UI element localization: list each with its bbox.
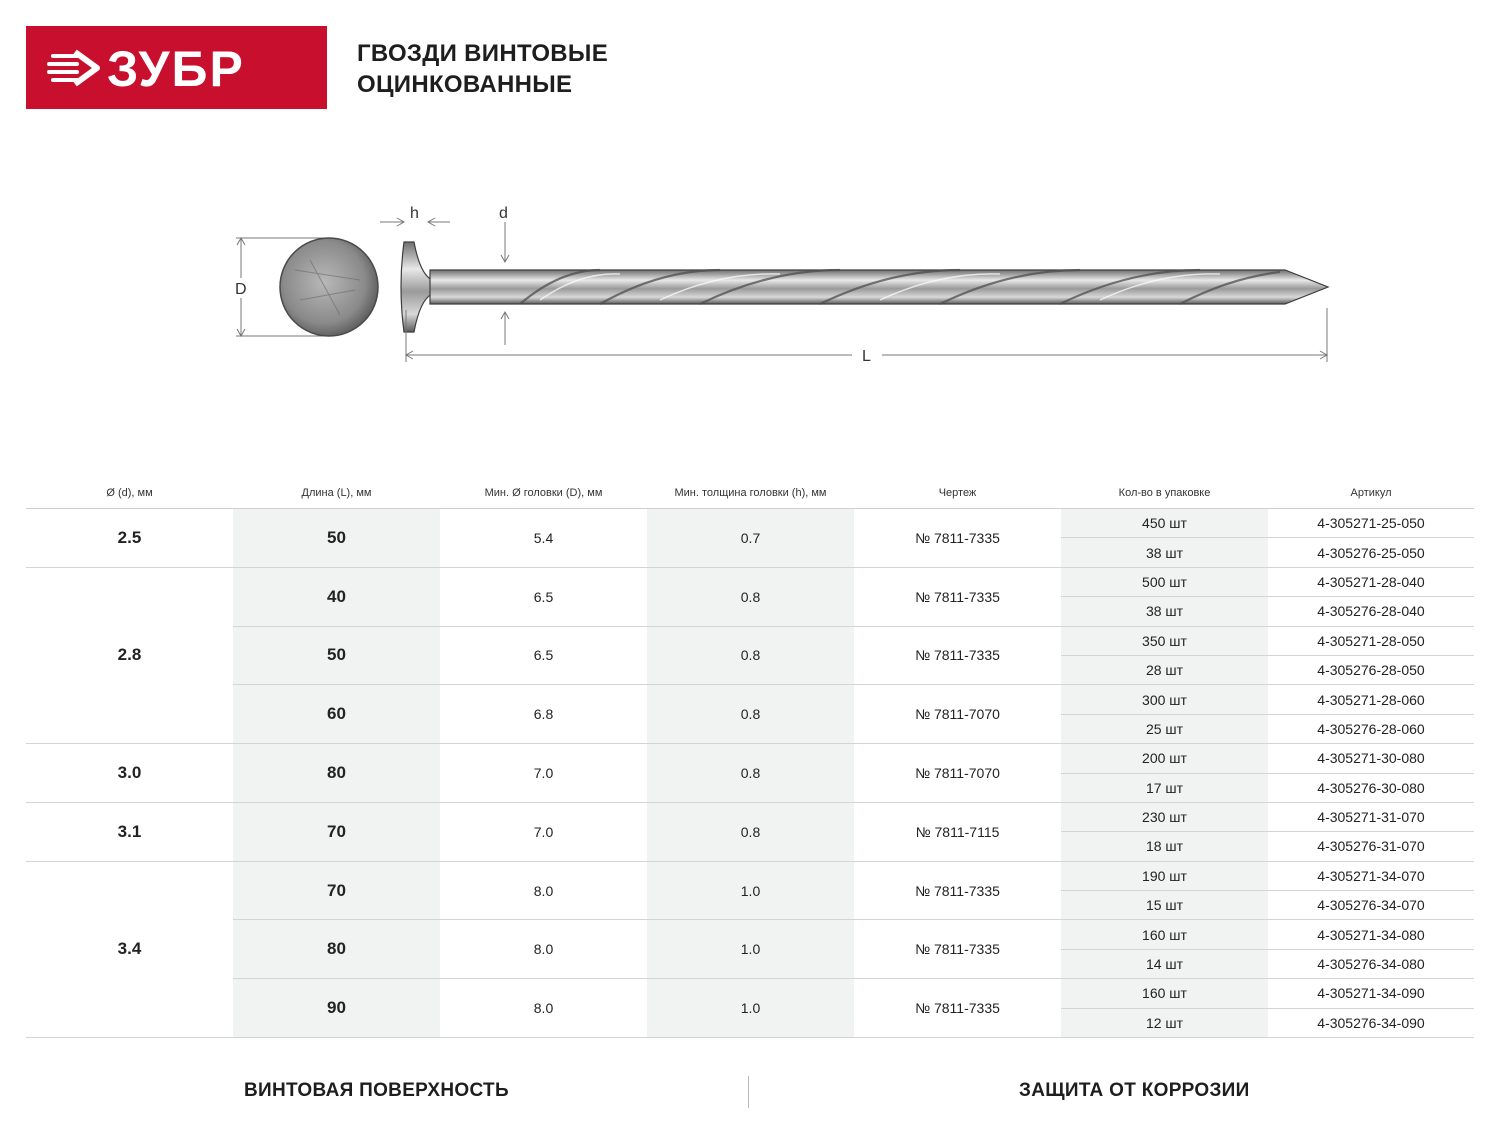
cell-head-thickness: 0.8	[647, 685, 854, 744]
features-footer	[0, 1074, 1500, 1110]
cell-pack-quantity: 12 шт	[1061, 1008, 1268, 1037]
cell-drawing: № 7811-7070	[854, 744, 1061, 803]
cell-article: 4-305276-28-040	[1268, 597, 1474, 626]
cell-pack-quantity: 450 шт	[1061, 509, 1268, 538]
cell-head-diameter: 8.0	[440, 920, 647, 979]
cell-article: 4-305271-28-040	[1268, 567, 1474, 596]
cell-article: 4-305276-25-050	[1268, 538, 1474, 567]
cell-head-diameter: 6.5	[440, 626, 647, 685]
cell-pack-quantity: 160 шт	[1061, 920, 1268, 949]
cell-article: 4-305276-34-070	[1268, 891, 1474, 920]
cell-shank-diameter: 3.1	[26, 802, 233, 861]
cell-head-diameter: 6.5	[440, 567, 647, 626]
cell-head-diameter: 8.0	[440, 979, 647, 1038]
table-header-row	[26, 478, 1474, 509]
page-title	[357, 38, 608, 100]
header-pack-quantity: Кол-во в упаковке	[1061, 478, 1268, 509]
cell-article: 4-305271-34-070	[1268, 861, 1474, 890]
header-head-diameter: Мин. Ø головки (D), мм	[440, 478, 647, 509]
cell-head-diameter: 6.8	[440, 685, 647, 744]
cell-head-diameter: 7.0	[440, 744, 647, 803]
cell-drawing: № 7811-7335	[854, 861, 1061, 920]
spec-table	[26, 478, 1474, 1038]
cell-article: 4-305271-25-050	[1268, 509, 1474, 538]
cell-article: 4-305271-30-080	[1268, 744, 1474, 773]
cell-pack-quantity: 300 шт	[1061, 685, 1268, 714]
logo-wordmark: ЗУБР	[106, 40, 245, 97]
zubr-logo-mark	[47, 38, 307, 98]
cell-pack-quantity: 500 шт	[1061, 567, 1268, 596]
header-length: Длина (L), мм	[233, 478, 440, 509]
footer-divider	[748, 1076, 749, 1108]
cell-article: 4-305276-31-070	[1268, 832, 1474, 861]
cell-shank-diameter: 3.4	[26, 861, 233, 1037]
cell-head-thickness: 1.0	[647, 861, 854, 920]
cell-article: 4-305271-34-080	[1268, 920, 1474, 949]
cell-pack-quantity: 14 шт	[1061, 949, 1268, 978]
cell-drawing: № 7811-7335	[854, 920, 1061, 979]
label-head-diameter: D	[235, 281, 247, 298]
label-length: L	[862, 348, 871, 365]
header-drawing: Чертеж	[854, 478, 1061, 509]
title-line-1: ГВОЗДИ ВИНТОВЫЕ	[357, 40, 609, 67]
cell-article: 4-305276-28-060	[1268, 714, 1474, 743]
cell-head-diameter: 5.4	[440, 509, 647, 568]
cell-article: 4-305276-34-080	[1268, 949, 1474, 978]
table-row	[26, 744, 1474, 773]
cell-article: 4-305271-28-060	[1268, 685, 1474, 714]
cell-length: 90	[233, 979, 440, 1038]
cell-length: 70	[233, 861, 440, 920]
cell-drawing: № 7811-7070	[854, 685, 1061, 744]
label-head-thickness: h	[410, 205, 419, 222]
cell-head-diameter: 7.0	[440, 802, 647, 861]
cell-drawing: № 7811-7335	[854, 567, 1061, 626]
cell-pack-quantity: 160 шт	[1061, 979, 1268, 1008]
header-shank-diameter: Ø (d), мм	[26, 478, 233, 509]
cell-article: 4-305276-30-080	[1268, 773, 1474, 802]
cell-pack-quantity: 38 шт	[1061, 538, 1268, 567]
cell-pack-quantity: 350 шт	[1061, 626, 1268, 655]
table-row	[26, 802, 1474, 831]
cell-drawing: № 7811-7335	[854, 979, 1061, 1038]
table-row	[26, 509, 1474, 538]
cell-article: 4-305276-34-090	[1268, 1008, 1474, 1037]
cell-pack-quantity: 38 шт	[1061, 597, 1268, 626]
table-row	[26, 920, 1474, 949]
cell-shank-diameter: 3.0	[26, 744, 233, 803]
cell-drawing: № 7811-7335	[854, 509, 1061, 568]
cell-article: 4-305271-28-050	[1268, 626, 1474, 655]
cell-head-thickness: 0.7	[647, 509, 854, 568]
table-row	[26, 685, 1474, 714]
cell-pack-quantity: 25 шт	[1061, 714, 1268, 743]
cell-head-thickness: 1.0	[647, 979, 854, 1038]
header-article: Артикул	[1268, 478, 1474, 509]
cell-drawing: № 7811-7115	[854, 802, 1061, 861]
cell-article: 4-305276-28-050	[1268, 655, 1474, 684]
cell-shank-diameter: 2.5	[26, 509, 233, 568]
cell-article: 4-305271-31-070	[1268, 802, 1474, 831]
feature-screw-surface: ВИНТОВАЯ ПОВЕРХНОСТЬ	[244, 1080, 509, 1101]
cell-pack-quantity: 18 шт	[1061, 832, 1268, 861]
cell-head-thickness: 1.0	[647, 920, 854, 979]
cell-length: 50	[233, 626, 440, 685]
table-row	[26, 861, 1474, 890]
feature-corrosion-protection: ЗАЩИТА ОТ КОРРОЗИИ	[1019, 1080, 1250, 1101]
cell-head-thickness: 0.8	[647, 567, 854, 626]
cell-length: 40	[233, 567, 440, 626]
cell-shank-diameter: 2.8	[26, 567, 233, 743]
table-row	[26, 626, 1474, 655]
nail-diagram	[0, 190, 1500, 380]
cell-length: 80	[233, 744, 440, 803]
cell-pack-quantity: 230 шт	[1061, 802, 1268, 831]
cell-length: 60	[233, 685, 440, 744]
nail-head-face	[280, 238, 378, 336]
cell-pack-quantity: 17 шт	[1061, 773, 1268, 802]
brand-logo	[26, 26, 327, 109]
table-row	[26, 979, 1474, 1008]
label-shank-diameter: d	[499, 205, 508, 222]
cell-head-thickness: 0.8	[647, 744, 854, 803]
cell-pack-quantity: 200 шт	[1061, 744, 1268, 773]
cell-length: 80	[233, 920, 440, 979]
cell-length: 50	[233, 509, 440, 568]
cell-drawing: № 7811-7335	[854, 626, 1061, 685]
cell-length: 70	[233, 802, 440, 861]
cell-pack-quantity: 15 шт	[1061, 891, 1268, 920]
cell-article: 4-305271-34-090	[1268, 979, 1474, 1008]
cell-head-diameter: 8.0	[440, 861, 647, 920]
cell-head-thickness: 0.8	[647, 802, 854, 861]
title-line-2: ОЦИНКОВАННЫЕ	[357, 71, 573, 98]
table-row	[26, 567, 1474, 596]
cell-head-thickness: 0.8	[647, 626, 854, 685]
cell-pack-quantity: 190 шт	[1061, 861, 1268, 890]
header-head-thickness: Мин. толщина головки (h), мм	[647, 478, 854, 509]
cell-pack-quantity: 28 шт	[1061, 655, 1268, 684]
